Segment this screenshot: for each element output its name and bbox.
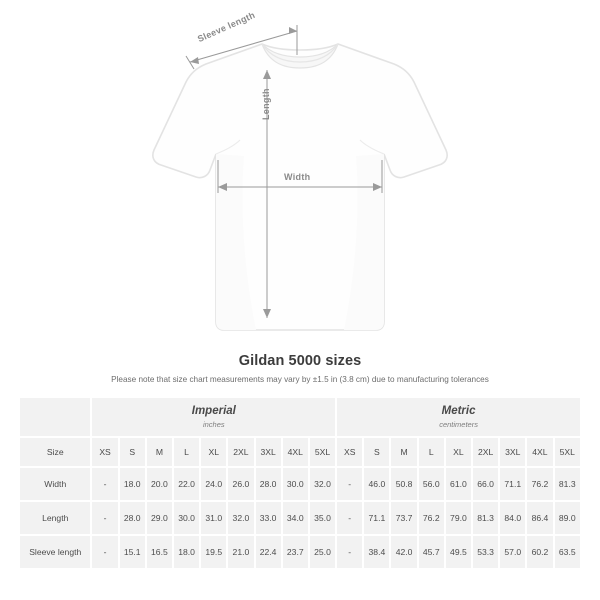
unit-header-spacer: [19, 397, 91, 437]
cell-length-metric-m: 73.7: [390, 501, 417, 535]
table-row: [19, 535, 581, 569]
cell-width-metric-3xl: 71.1: [499, 467, 526, 501]
cell-width-metric-l: 56.0: [418, 467, 445, 501]
sleeve-length-dimension-label: Sleeve length: [196, 9, 257, 45]
cell-length-imperial-s: 28.0: [119, 501, 146, 535]
cell-width-imperial-l: 22.0: [173, 467, 200, 501]
cell-width-imperial-xl: 24.0: [200, 467, 227, 501]
cell-sleeve-imperial-l: 18.0: [173, 535, 200, 569]
cell-width-metric-2xl: 66.0: [472, 467, 499, 501]
cell-length-imperial-5xl: 35.0: [309, 501, 336, 535]
cell-length-metric-l: 76.2: [418, 501, 445, 535]
metric-unit-name: Metric: [441, 405, 476, 418]
size-header-metric-m: M: [390, 437, 417, 467]
cell-sleeve-metric-3xl: 57.0: [499, 535, 526, 569]
size-header-metric-4xl: 4XL: [526, 437, 553, 467]
length-dimension-label: Length: [261, 88, 271, 120]
page-title: Gildan 5000 sizes: [238, 353, 362, 369]
row-label-sleeve-length: Sleeve length: [19, 535, 91, 569]
size-label-cell: Size: [19, 437, 91, 467]
cell-width-imperial-xs: -: [91, 467, 118, 501]
cell-width-metric-5xl: 81.3: [554, 467, 581, 501]
cell-sleeve-metric-2xl: 53.3: [472, 535, 499, 569]
cell-sleeve-imperial-s: 15.1: [119, 535, 146, 569]
size-chart-table: [18, 396, 582, 570]
metric-unit-sub: centimeters: [439, 419, 478, 429]
cell-length-imperial-m: 29.0: [146, 501, 173, 535]
cell-length-metric-xl: 79.0: [445, 501, 472, 535]
cell-sleeve-metric-xs: -: [336, 535, 363, 569]
width-dimension-label: Width: [284, 172, 311, 182]
cell-sleeve-imperial-3xl: 22.4: [255, 535, 282, 569]
table-row: [19, 467, 581, 501]
metric-header-cell: [336, 397, 581, 437]
cell-length-metric-4xl: 86.4: [526, 501, 553, 535]
cell-sleeve-imperial-xl: 19.5: [200, 535, 227, 569]
cell-length-metric-xs: -: [336, 501, 363, 535]
cell-length-metric-3xl: 84.0: [499, 501, 526, 535]
cell-sleeve-metric-s: 38.4: [363, 535, 390, 569]
cell-length-imperial-l: 30.0: [173, 501, 200, 535]
size-header-metric-xs: XS: [336, 437, 363, 467]
cell-sleeve-metric-xl: 49.5: [445, 535, 472, 569]
size-header-imperial-l: L: [173, 437, 200, 467]
size-header-metric-3xl: 3XL: [499, 437, 526, 467]
size-header-imperial-4xl: 4XL: [282, 437, 309, 467]
cell-length-imperial-2xl: 32.0: [227, 501, 254, 535]
cell-length-imperial-3xl: 33.0: [255, 501, 282, 535]
cell-sleeve-metric-5xl: 63.5: [554, 535, 581, 569]
imperial-unit-name: Imperial: [191, 405, 236, 418]
cell-width-imperial-4xl: 30.0: [282, 467, 309, 501]
size-header-metric-s: S: [363, 437, 390, 467]
size-header-imperial-5xl: 5XL: [309, 437, 336, 467]
table-row: [19, 501, 581, 535]
size-header-imperial-3xl: 3XL: [255, 437, 282, 467]
cell-sleeve-metric-m: 42.0: [390, 535, 417, 569]
size-header-imperial-m: M: [146, 437, 173, 467]
cell-length-imperial-4xl: 34.0: [282, 501, 309, 535]
cell-sleeve-imperial-m: 16.5: [146, 535, 173, 569]
size-header-metric-l: L: [418, 437, 445, 467]
size-header-imperial-xl: XL: [200, 437, 227, 467]
cell-width-metric-m: 50.8: [390, 467, 417, 501]
tolerance-note: Please note that size chart measurements may vary by ±1.5 in (3.8 cm) due to manufacturing tolerances: [111, 375, 489, 384]
cell-sleeve-metric-4xl: 60.2: [526, 535, 553, 569]
imperial-unit-sub: inches: [202, 419, 225, 429]
cell-sleeve-imperial-4xl: 23.7: [282, 535, 309, 569]
cell-width-metric-xl: 61.0: [445, 467, 472, 501]
cell-width-metric-4xl: 76.2: [526, 467, 553, 501]
row-label-length: Length: [19, 501, 91, 535]
cell-sleeve-metric-l: 45.7: [418, 535, 445, 569]
size-header-metric-xl: XL: [445, 437, 472, 467]
cell-sleeve-imperial-5xl: 25.0: [309, 535, 336, 569]
title-block: [0, 353, 600, 384]
size-header-metric-5xl: 5XL: [554, 437, 581, 467]
cell-sleeve-imperial-xs: -: [91, 535, 118, 569]
row-label-width: Width: [19, 467, 91, 501]
cell-width-imperial-2xl: 26.0: [227, 467, 254, 501]
cell-length-metric-s: 71.1: [363, 501, 390, 535]
unit-header-row: [19, 397, 581, 437]
cell-sleeve-imperial-2xl: 21.0: [227, 535, 254, 569]
size-header-metric-2xl: 2XL: [472, 437, 499, 467]
cell-length-imperial-xs: -: [91, 501, 118, 535]
cell-width-metric-s: 46.0: [363, 467, 390, 501]
size-header-row: [19, 437, 581, 467]
cell-width-imperial-5xl: 32.0: [309, 467, 336, 501]
size-table-container: [18, 396, 582, 570]
size-header-imperial-s: S: [119, 437, 146, 467]
cell-width-imperial-m: 20.0: [146, 467, 173, 501]
cell-length-metric-5xl: 89.0: [554, 501, 581, 535]
cell-width-metric-xs: -: [336, 467, 363, 501]
size-header-imperial-2xl: 2XL: [227, 437, 254, 467]
cell-width-imperial-3xl: 28.0: [255, 467, 282, 501]
cell-length-imperial-xl: 31.0: [200, 501, 227, 535]
imperial-header-cell: [91, 397, 336, 437]
cell-length-metric-2xl: 81.3: [472, 501, 499, 535]
cell-width-imperial-s: 18.0: [119, 467, 146, 501]
size-header-imperial-xs: XS: [91, 437, 118, 467]
